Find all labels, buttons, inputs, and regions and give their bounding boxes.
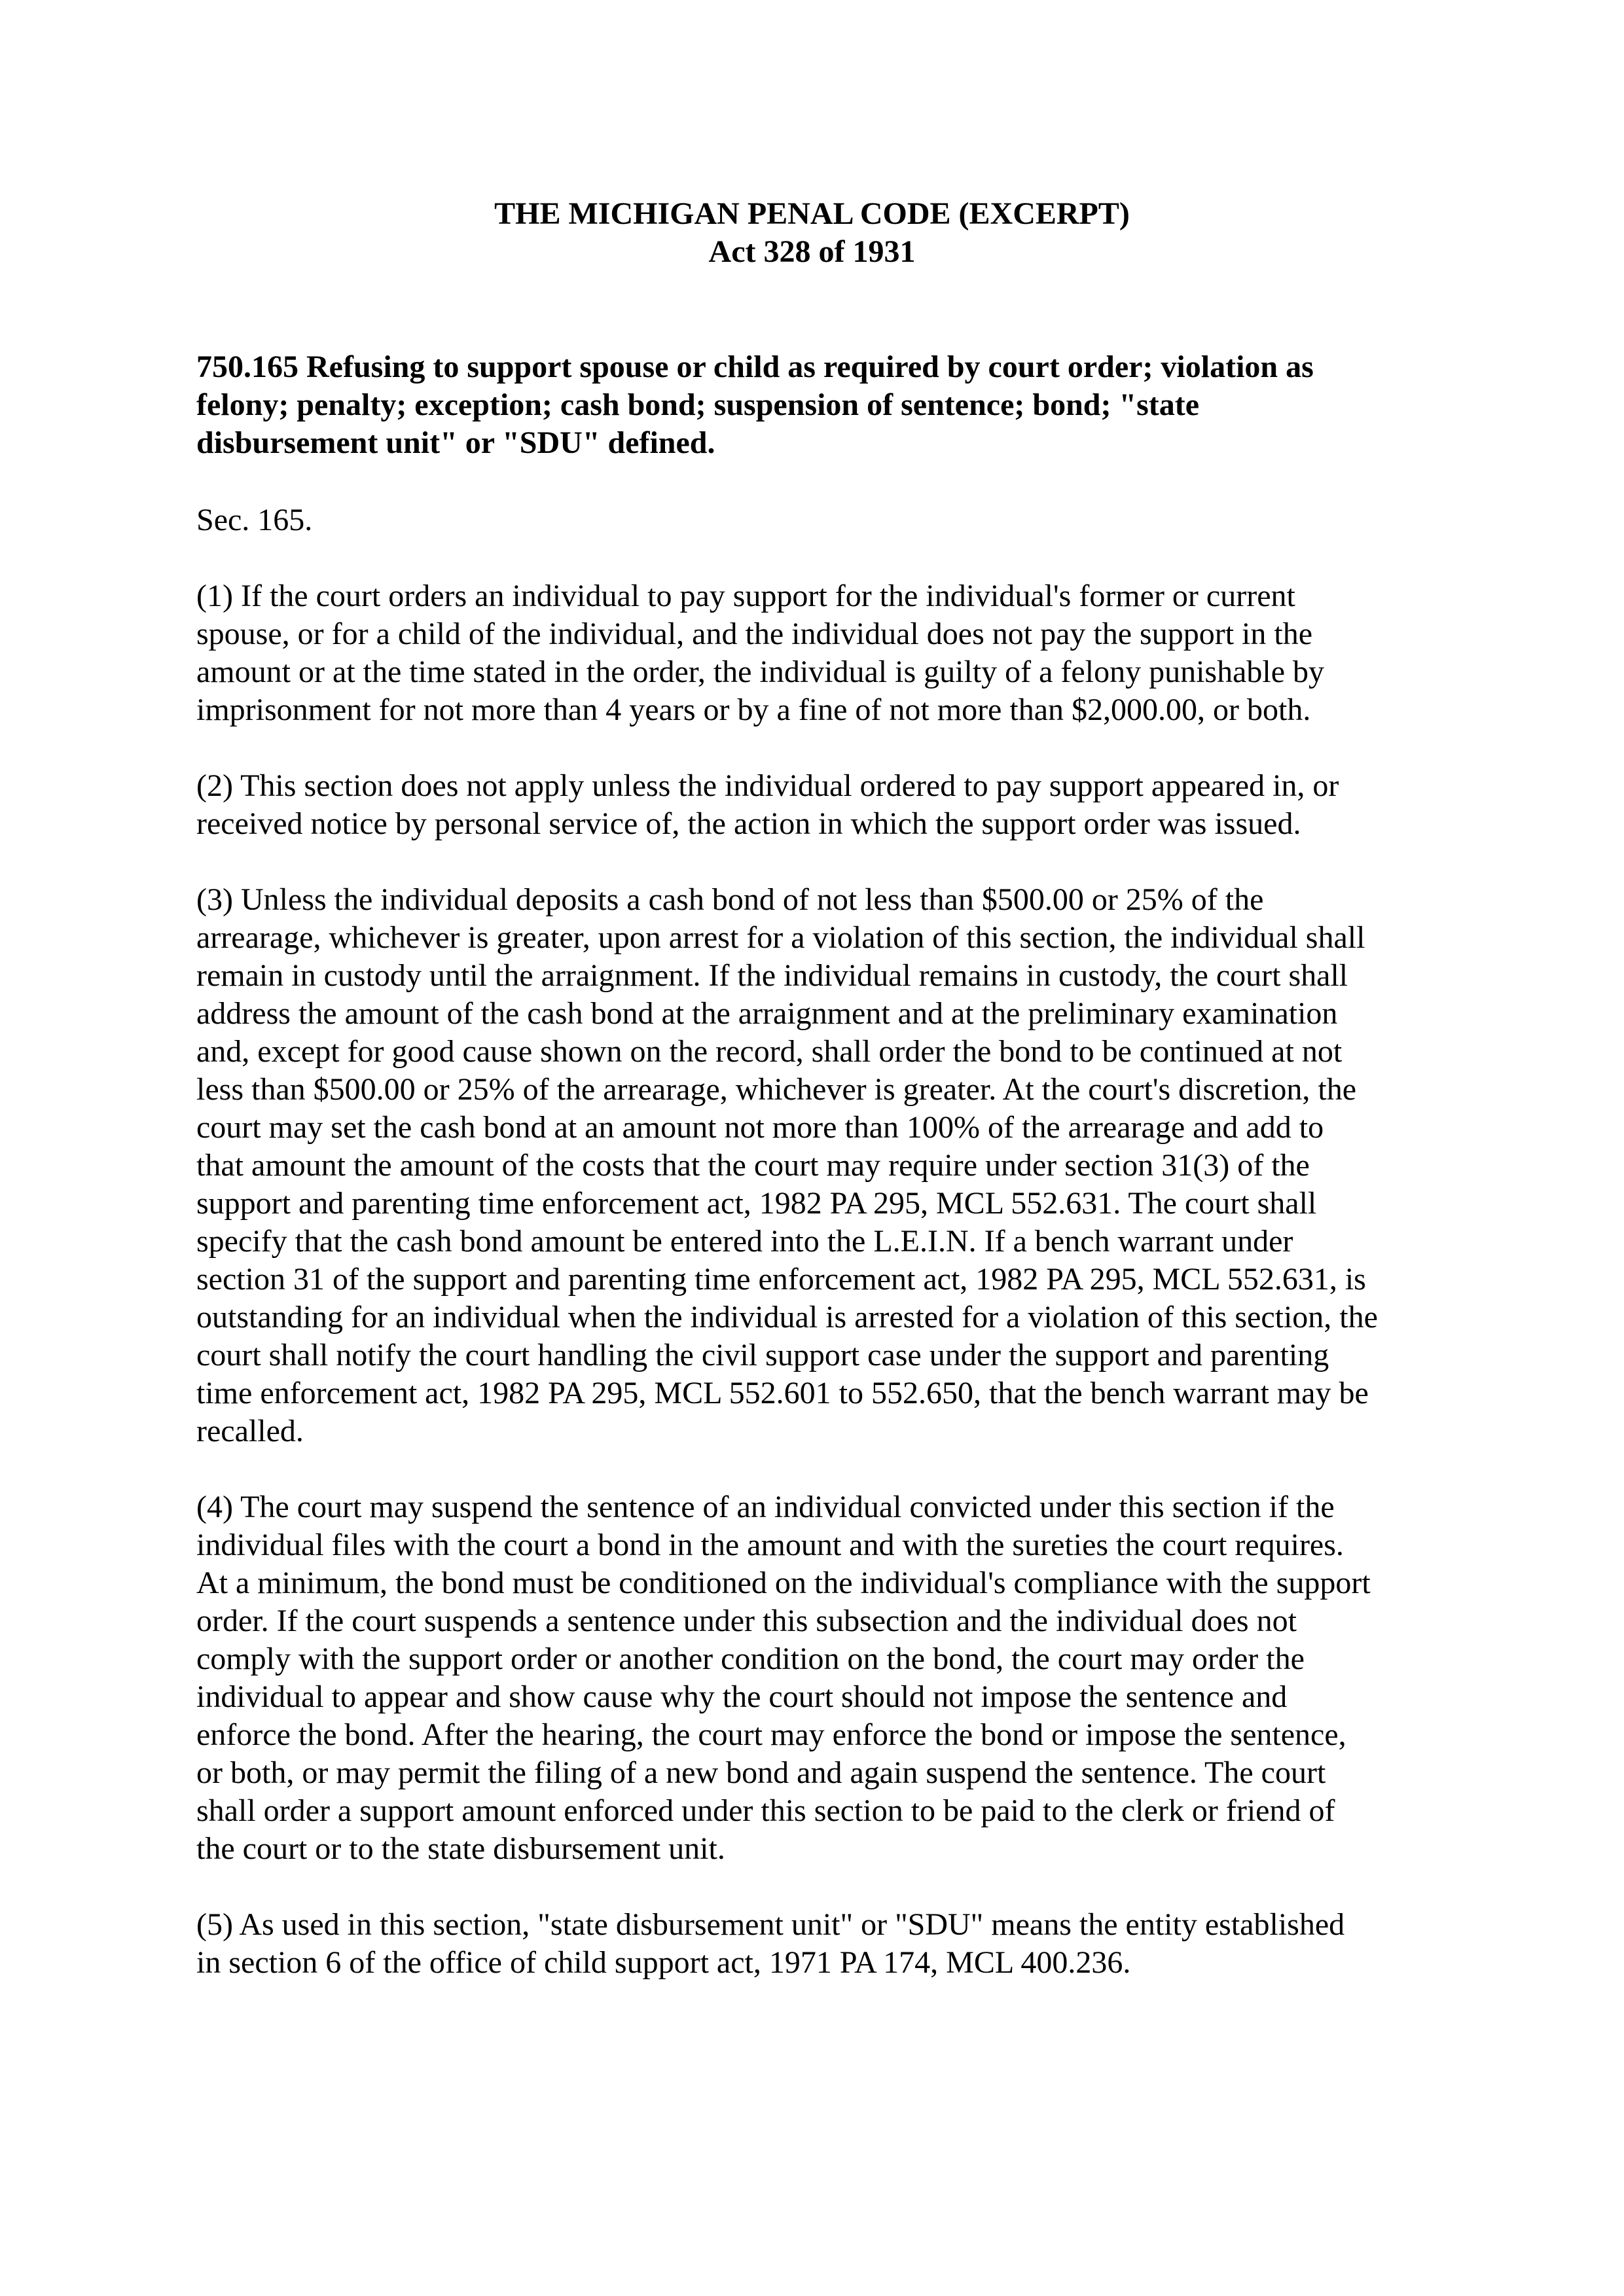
text-line: and, except for good cause shown on the record, shall order the bond to be continued at not	[196, 1034, 1343, 1069]
text-line: spouse, or for a child of the individual, and the individual does not pay the support in the	[196, 617, 1313, 651]
document-header	[196, 195, 1428, 271]
text-line: comply with the support order or another condition on the bond, the court may order the	[196, 1641, 1305, 1676]
text-line: (5) As used in this section, "state disbursement unit" or "SDU" means the entity established	[196, 1907, 1345, 1942]
section-heading	[196, 348, 1447, 462]
text-line: the court or to the state disbursement unit.	[196, 1831, 725, 1866]
section-number-text: Sec. 165.	[196, 503, 313, 537]
text-line: address the amount of the cash bond at the arraignment and at the preliminary examination	[196, 996, 1338, 1031]
text-line: section 31 of the support and parenting time enforcement act, 1982 PA 295, MCL 552.631, is	[196, 1262, 1366, 1297]
text-line: or both, or may permit the filing of a new bond and again suspend the sentence. The court	[196, 1755, 1326, 1790]
text-line: that amount the amount of the costs that the court may require under section 31(3) of the	[196, 1148, 1310, 1183]
text-line: (3) Unless the individual deposits a cash bond of not less than $500.00 or 25% of the	[196, 882, 1264, 917]
text-line: (4) The court may suspend the sentence of an individual convicted under this section if the	[196, 1490, 1335, 1524]
text-line: time enforcement act, 1982 PA 295, MCL 552.601 to 552.650, that the bench warrant may be	[196, 1376, 1369, 1410]
text-line: support and parenting time enforcement act, 1982 PA 295, MCL 552.631. The court shall	[196, 1186, 1317, 1221]
text-line: remain in custody until the arraignment. If the individual remains in custody, the court shall	[196, 958, 1348, 993]
paragraph-3	[196, 881, 1453, 1450]
paragraph-1	[196, 577, 1453, 729]
text-line: in section 6 of the office of child support act, 1971 PA 174, MCL 400.236.	[196, 1945, 1131, 1980]
text-line: amount or at the time stated in the order, the individual is guilty of a felony punishable by	[196, 655, 1325, 689]
text-line: court may set the cash bond at an amount not more than 100% of the arrearage and add to	[196, 1110, 1324, 1145]
section-number	[196, 501, 1453, 539]
act-reference: Act 328 of 1931	[708, 234, 916, 269]
text-line: (1) If the court orders an individual to pay support for the individual's former or current	[196, 579, 1295, 613]
text-line: individual files with the court a bond in the amount and with the sureties the court requires.	[196, 1528, 1344, 1562]
paragraph-5	[196, 1906, 1453, 1982]
text-line: received notice by personal service of, the action in which the support order was issued.	[196, 806, 1301, 841]
text-line: recalled.	[196, 1414, 304, 1448]
text-line: At a minimum, the bond must be conditioned on the individual's compliance with the support	[196, 1566, 1371, 1600]
text-line: court shall notify the court handling the civil support case under the support and parenting	[196, 1338, 1329, 1372]
section-heading-line: disbursement unit" or "SDU" defined.	[196, 425, 715, 460]
section-heading-line: felony; penalty; exception; cash bond; suspension of sentence; bond; "state	[196, 387, 1200, 422]
text-line: (2) This section does not apply unless the individual ordered to pay support appeared in, or	[196, 768, 1339, 803]
text-line: order. If the court suspends a sentence under this subsection and the individual does not	[196, 1604, 1297, 1638]
paragraph-2	[196, 767, 1453, 843]
paragraph-4	[196, 1488, 1453, 1868]
text-line: arrearage, whichever is greater, upon arrest for a violation of this section, the individual shall	[196, 920, 1365, 955]
text-line: specify that the cash bond amount be entered into the L.E.I.N. If a bench warrant under	[196, 1224, 1293, 1259]
text-line: outstanding for an individual when the individual is arrested for a violation of this section, the	[196, 1300, 1378, 1335]
text-line: enforce the bond. After the hearing, the court may enforce the bond or impose the sentence,	[196, 1717, 1346, 1752]
section-heading-line: 750.165 Refusing to support spouse or child as required by court order; violation as	[196, 350, 1314, 384]
text-line: shall order a support amount enforced under this section to be paid to the clerk or friend of	[196, 1793, 1335, 1828]
text-line: imprisonment for not more than 4 years or by a fine of not more than $2,000.00, or both.	[196, 692, 1311, 727]
document-title: THE MICHIGAN PENAL CODE (EXCERPT)	[494, 196, 1130, 231]
text-line: individual to appear and show cause why the court should not impose the sentence and	[196, 1679, 1288, 1714]
text-line: less than $500.00 or 25% of the arrearage, whichever is greater. At the court's discretion, the	[196, 1072, 1357, 1107]
